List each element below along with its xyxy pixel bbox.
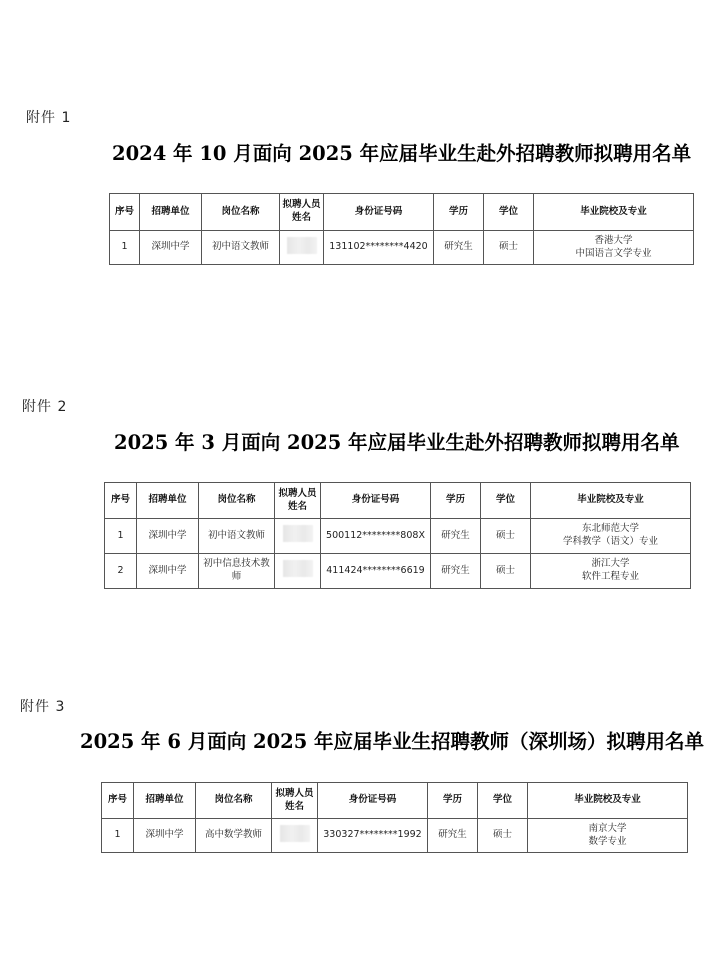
cell-education: 研究生	[428, 819, 478, 853]
header-id-number: 身份证号码	[321, 483, 431, 519]
cell-degree: 硕士	[484, 231, 534, 265]
header-position: 岗位名称	[202, 194, 280, 231]
cell-seq: 1	[105, 519, 137, 554]
cell-position: 初中语文教师	[202, 231, 280, 265]
header-seq: 序号	[102, 783, 134, 819]
table-header-row	[105, 483, 691, 519]
header-degree: 学位	[478, 783, 528, 819]
cell-education: 研究生	[431, 519, 481, 554]
cell-id-number: 131102********4420	[324, 231, 434, 265]
cell-degree: 硕士	[481, 519, 531, 554]
header-name: 拟聘人员姓名	[275, 483, 321, 519]
cell-education: 研究生	[431, 554, 481, 589]
cell-id-number: 500112********808X	[321, 519, 431, 554]
header-education: 学历	[434, 194, 484, 231]
table-header-row	[110, 194, 694, 231]
hiring-table	[109, 193, 694, 265]
header-unit: 招聘单位	[140, 194, 202, 231]
header-degree: 学位	[484, 194, 534, 231]
cell-seq: 2	[105, 554, 137, 589]
hiring-table	[104, 482, 691, 589]
cell-seq: 1	[110, 231, 140, 265]
cell-name-redacted	[272, 819, 318, 853]
redacted-name-blur	[283, 560, 313, 577]
table-row	[105, 519, 691, 554]
header-unit: 招聘单位	[134, 783, 196, 819]
school-name: 南京大学	[588, 822, 627, 834]
cell-name-redacted	[280, 231, 324, 265]
cell-unit: 深圳中学	[134, 819, 196, 853]
header-seq: 序号	[105, 483, 137, 519]
header-school-major: 毕业院校及专业	[531, 483, 691, 519]
school-name: 浙江大学	[591, 558, 630, 570]
header-position: 岗位名称	[199, 483, 275, 519]
attachment-label: 附件 2	[22, 399, 68, 415]
major-name: 学科教学（语文）专业	[562, 536, 658, 547]
header-school-major: 毕业院校及专业	[528, 783, 688, 819]
header-position: 岗位名称	[196, 783, 272, 819]
document-title: 2025 年 6 月面向 2025 年应届毕业生招聘教师（深圳场）拟聘用名单	[80, 730, 705, 753]
major-name: 中国语言文学专业	[575, 247, 652, 259]
cell-school-major	[534, 231, 694, 265]
major-name: 数学专业	[588, 835, 627, 847]
redacted-name-blur	[280, 825, 310, 842]
redacted-name-blur	[287, 237, 317, 254]
cell-position: 初中语文教师	[199, 519, 275, 554]
cell-unit: 深圳中学	[140, 231, 202, 265]
document-title: 2025 年 3 月面向 2025 年应届毕业生赴外招聘教师拟聘用名单	[114, 431, 680, 454]
header-education: 学历	[431, 483, 481, 519]
cell-school-major	[531, 519, 691, 554]
header-name: 拟聘人员姓名	[272, 783, 318, 819]
header-school-major: 毕业院校及专业	[534, 194, 694, 231]
cell-id-number: 330327********1992	[318, 819, 428, 853]
header-unit: 招聘单位	[137, 483, 199, 519]
header-name: 拟聘人员姓名	[280, 194, 324, 231]
cell-seq: 1	[102, 819, 134, 853]
header-education: 学历	[428, 783, 478, 819]
header-id-number: 身份证号码	[318, 783, 428, 819]
cell-degree: 硕士	[478, 819, 528, 853]
attachment-label: 附件 1	[26, 110, 72, 126]
school-name: 香港大学	[594, 234, 633, 246]
cell-name-redacted	[275, 519, 321, 554]
header-seq: 序号	[110, 194, 140, 231]
cell-school-major	[531, 554, 691, 589]
hiring-table	[101, 782, 688, 853]
document-title: 2024 年 10 月面向 2025 年应届毕业生赴外招聘教师拟聘用名单	[112, 142, 692, 165]
cell-unit: 深圳中学	[137, 554, 199, 589]
cell-name-redacted	[275, 554, 321, 589]
attachment-label: 附件 3	[20, 699, 66, 715]
school-name: 东北师范大学	[581, 523, 639, 535]
cell-id-number: 411424********6619	[321, 554, 431, 589]
table-row	[102, 819, 688, 853]
header-id-number: 身份证号码	[324, 194, 434, 231]
cell-unit: 深圳中学	[137, 519, 199, 554]
redacted-name-blur	[283, 525, 313, 542]
header-degree: 学位	[481, 483, 531, 519]
table-row	[105, 554, 691, 589]
major-name: 软件工程专业	[581, 571, 639, 582]
cell-school-major	[528, 819, 688, 853]
table-header-row	[102, 783, 688, 819]
table-row	[110, 231, 694, 265]
cell-degree: 硕士	[481, 554, 531, 589]
cell-education: 研究生	[434, 231, 484, 265]
cell-position: 初中信息技术教师	[199, 554, 275, 589]
cell-position: 高中数学教师	[196, 819, 272, 853]
